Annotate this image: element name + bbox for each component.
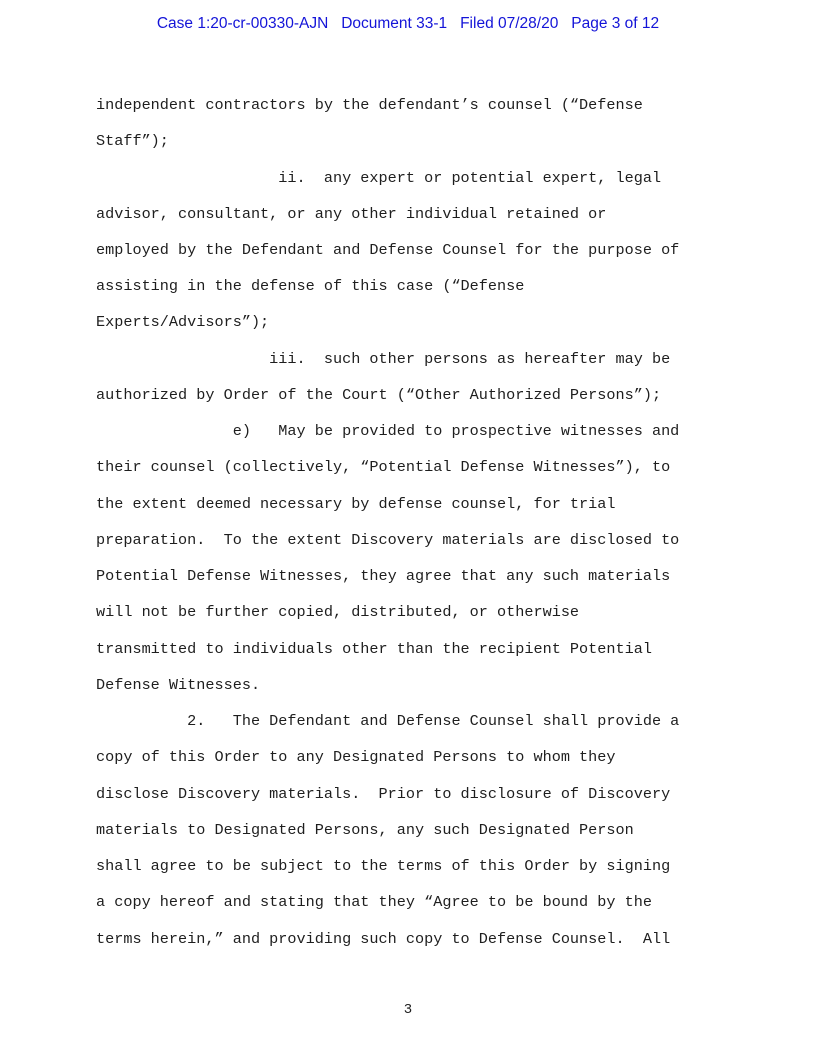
body-line: advisor, consultant, or any other individual retained or: [96, 205, 607, 223]
body-line: assisting in the defense of this case (“Defense: [96, 277, 525, 295]
body-line: Potential Defense Witnesses, they agree that any such materials: [96, 567, 671, 585]
case-header-stamp: Case 1:20-cr-00330-AJN Document 33-1 Filed 07/28/20 Page 3 of 12: [156, 15, 660, 32]
body-line: terms herein,” and providing such copy to Defense Counsel. All: [96, 930, 671, 948]
body-line: the extent deemed necessary by defense counsel, for trial: [96, 495, 616, 513]
body-line: authorized by Order of the Court (“Other Authorized Persons”);: [96, 386, 662, 404]
body-line: will not be further copied, distributed, or otherwise: [96, 603, 580, 621]
body-line: iii. such other persons as hereafter may be: [96, 350, 671, 368]
body-line: Staff”);: [96, 132, 169, 150]
body-line: copy of this Order to any Designated Persons to whom they: [96, 748, 616, 766]
body-line: shall agree to be subject to the terms of this Order by signing: [96, 857, 671, 875]
body-line: disclose Discovery materials. Prior to disclosure of Discovery: [96, 785, 671, 803]
body-line: materials to Designated Persons, any such Designated Person: [96, 821, 634, 839]
body-line: Defense Witnesses.: [96, 676, 261, 694]
body-line: independent contractors by the defendant’s counsel (“Defense: [96, 96, 643, 114]
body-line: 2. The Defendant and Defense Counsel shall provide a: [96, 712, 680, 730]
body-line: a copy hereof and stating that they “Agree to be bound by the: [96, 893, 652, 911]
body-line: ii. any expert or potential expert, legal: [96, 169, 662, 187]
body-line: their counsel (collectively, “Potential Defense Witnesses”), to: [96, 458, 671, 476]
body-line: transmitted to individuals other than the recipient Potential: [96, 640, 652, 658]
body-line: Experts/Advisors”);: [96, 313, 270, 331]
body-line: preparation. To the extent Discovery materials are disclosed to: [96, 531, 680, 549]
body-line: employed by the Defendant and Defense Counsel for the purpose of: [96, 241, 680, 259]
body-line: e) May be provided to prospective witnesses and: [96, 422, 680, 440]
page-number: 3: [403, 1002, 413, 1018]
